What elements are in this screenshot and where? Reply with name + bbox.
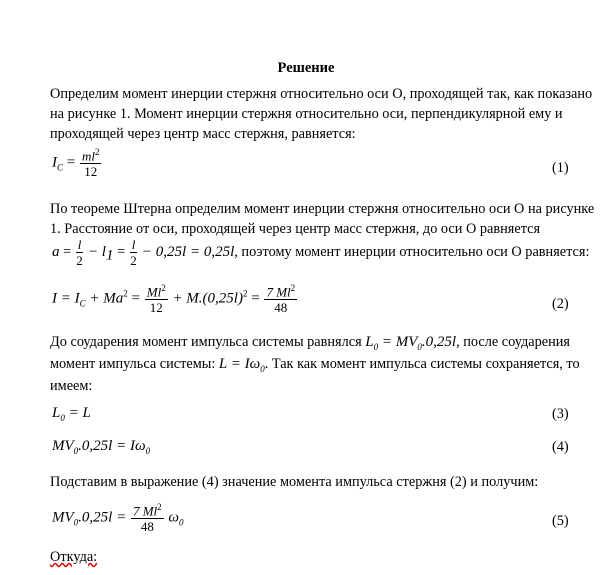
paragraph-line: момент импульса системы: $L = I\omega_0$. Так как момент импульса системы сохраняется, то: [50, 356, 580, 374]
equation-number: (4): [552, 439, 569, 455]
paragraph-line: Откуда:: [50, 549, 98, 565]
equation-5: $MV_0.0,25l$ = $\frac{7 Ml^2}{48}$ $\omega_0$: [52, 502, 184, 535]
paragraph-line: Подставим в выражение (4) значение момента импульса стержня (2) и получим:: [50, 474, 539, 490]
paragraph-line: Определим момент инерции стержня относительно оси O, проходящей так, как показано: [50, 86, 593, 102]
equation-number: (5): [552, 513, 569, 529]
paragraph-line: имеем:: [50, 378, 93, 394]
paragraph-line: на рисунке 1. Момент инерции стержня относительно оси, перпендикулярной ему и: [50, 106, 563, 122]
paragraph-line: До соударения момент импульса системы равнялся $L_0 = MV_0.0,25l$, после соударения: [50, 334, 570, 352]
equation-2: $I = I_C + Ma^2$ = $\frac{Ml^2}{12}$ + $M.(0,25l)^2$ = $\frac{7 Ml^2}{48}$: [52, 283, 296, 316]
paragraph-line: 1. Расстояние от оси, проходящей через центр масс стержня, до оси O равняется: [50, 221, 541, 237]
equation-4: $MV_0.0,25l = I\omega_0$: [52, 438, 151, 456]
distance-formula: a = $\frac{l}{2}$ − $l_1$ = $\frac{l}{2}$ − 0,25l = 0,25l, поэтому момент инерции относительно оси O равняется:: [52, 237, 590, 268]
equation-3: $L_0 = L$: [52, 405, 91, 423]
equation-1: $I_C$ = $\frac{ml^2}{12}$: [52, 147, 100, 180]
equation-number: (2): [552, 296, 569, 312]
equation-number: (1): [552, 160, 569, 176]
equation-number: (3): [552, 406, 569, 422]
section-heading: Решение: [277, 60, 335, 76]
paragraph-line: проходящей через центр масс стержня, равняется:: [50, 126, 356, 142]
paragraph-line: По теореме Штерна определим момент инерции стержня относительно оси O на рисунке: [50, 201, 595, 217]
